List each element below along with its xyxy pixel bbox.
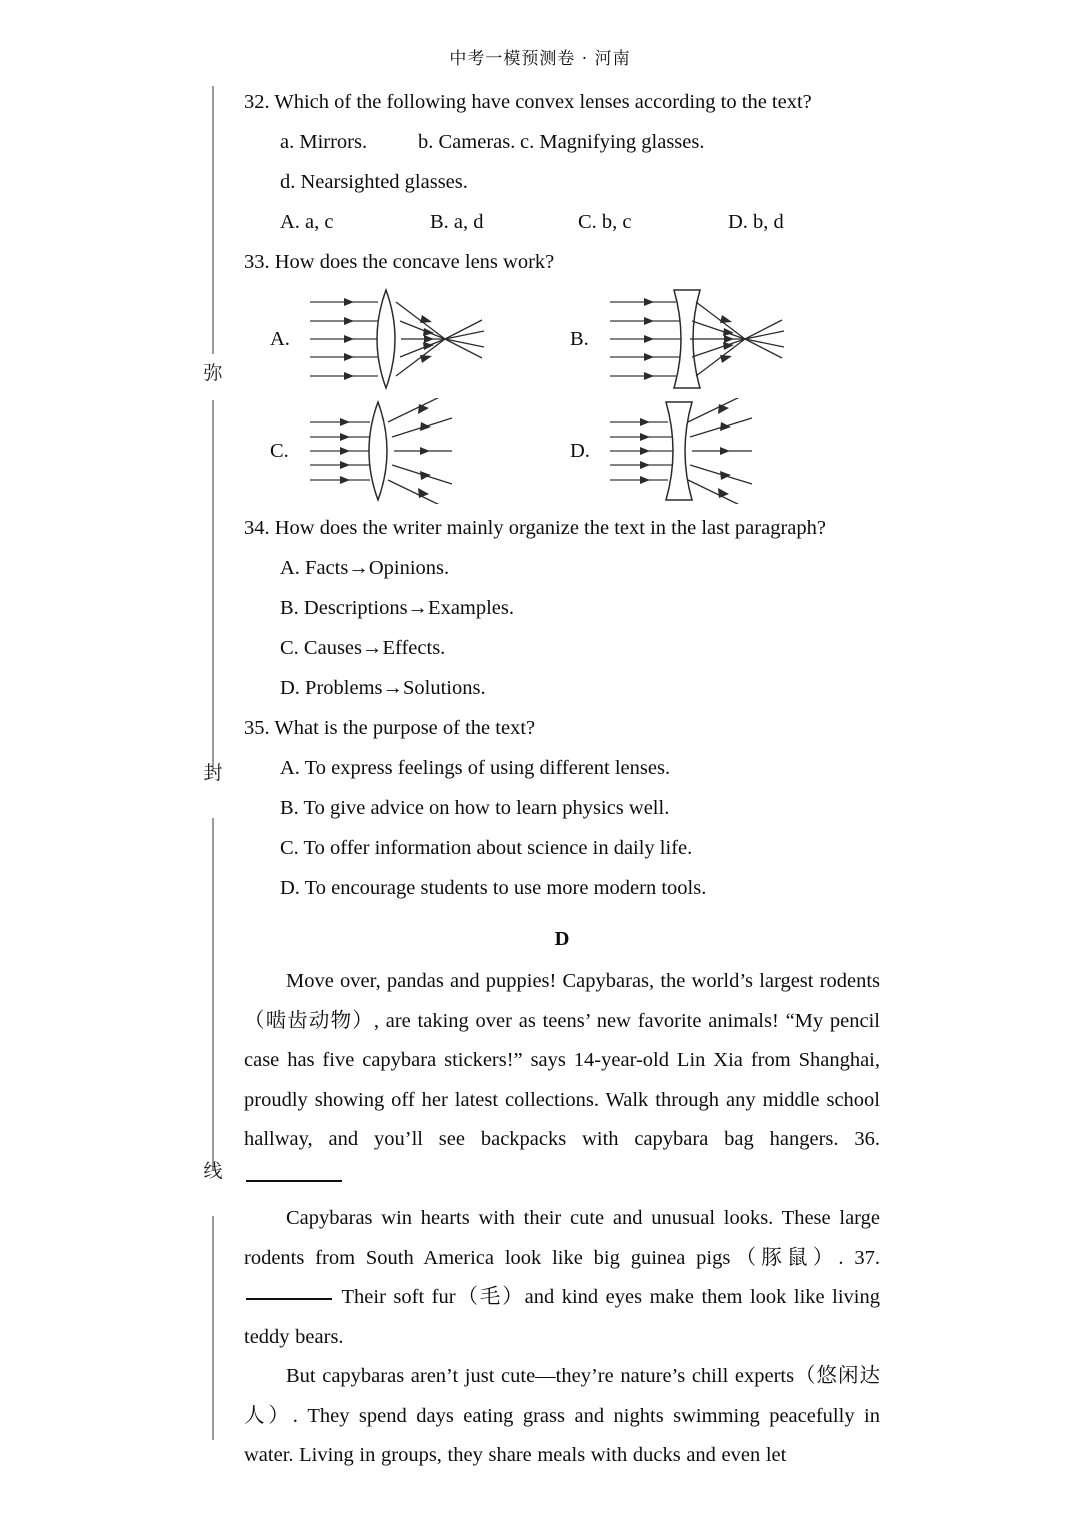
- question-35-option-b[interactable]: B. To give advice on how to learn physics well.: [280, 797, 670, 819]
- question-33-option-d[interactable]: [570, 398, 840, 504]
- passage-paragraph-3: But capybaras aren’t just cute—they’re nature’s chill experts（悠闲达人）. They spend days eating grass and nights swimming peacefully in water. Living in groups, they share meals with ducks and even let: [244, 1365, 880, 1466]
- question-34-text: How does the writer mainly organize the text in the last paragraph?: [274, 517, 826, 539]
- question-33-option-b[interactable]: [570, 286, 840, 392]
- concave-lens-diverging-icon: [604, 398, 804, 504]
- question-33-option-d-label: D.: [570, 439, 590, 462]
- page-header-title: 中考一模预测卷 · 河南: [449, 49, 631, 69]
- passage-paragraph-1: [244, 962, 880, 1199]
- question-32-option-b[interactable]: B. a, d: [430, 211, 484, 233]
- question-32-subitem-d: d. Nearsighted glasses.: [280, 171, 468, 193]
- question-35-number: 35.: [244, 717, 270, 739]
- passage-paragraph-2-text: Capybaras win hearts with their cute and unusual looks. These large rodents from South America look like big guinea pigs（豚鼠）. 37.: [244, 1207, 880, 1269]
- question-35-text: What is the purpose of the text?: [274, 717, 536, 739]
- passage-title: D: [554, 928, 570, 950]
- seal-char-feng: 封: [203, 762, 223, 784]
- question-33-option-a[interactable]: [270, 286, 540, 392]
- question-32-option-c[interactable]: C. b, c: [578, 211, 632, 233]
- seal-char-xian: 线: [203, 1160, 223, 1182]
- question-33-stem: [244, 242, 880, 282]
- question-33-text: How does the concave lens work?: [274, 251, 555, 273]
- question-33-diagram-options: [244, 286, 880, 508]
- question-34-option-c[interactable]: C. Causes→Effects.: [280, 637, 446, 659]
- concave-lens-converging-icon: [604, 286, 804, 392]
- seal-rule-segment: [212, 818, 214, 1170]
- question-32-subitem-b: b. Cameras.: [418, 131, 516, 153]
- question-34-option-a[interactable]: A. Facts→Opinions.: [280, 557, 450, 579]
- blank-37[interactable]: [246, 1298, 332, 1300]
- seal-margin: [196, 70, 236, 1450]
- passage-paragraph-1-text: Move over, pandas and puppies! Capybaras, the world’s largest rodents（啮齿动物）, are taking over as teens’ new favorite animals! “My pencil case has five capybara stickers!” says 14-year-old Lin Xia from Shanghai, proudly showing off her latest collections. Walk through any middle school hallway, and you’ll see backpacks with capybara bag hangers. 36.: [244, 970, 880, 1150]
- question-35-option-a[interactable]: A. To express feelings of using different lenses.: [280, 757, 671, 779]
- question-32-subitem-a: a. Mirrors.: [280, 131, 368, 153]
- blank-36[interactable]: [246, 1180, 342, 1182]
- convex-lens-converging-icon: [304, 286, 504, 392]
- page-header: [0, 44, 1080, 69]
- question-32-number: 32.: [244, 91, 270, 113]
- question-32-subitems-row1: [244, 122, 880, 162]
- seal-rule-segment: [212, 86, 214, 354]
- question-32-options: [244, 202, 880, 242]
- seal-char-mi: 弥: [203, 362, 223, 384]
- question-35-option-c[interactable]: C. To offer information about science in daily life.: [280, 837, 693, 859]
- question-32-option-d[interactable]: D. b, d: [728, 211, 784, 233]
- question-34-number: 34.: [244, 517, 270, 539]
- question-35-stem: [244, 708, 880, 748]
- convex-lens-diverging-icon: [304, 398, 504, 504]
- seal-rule-segment: [212, 400, 214, 772]
- question-34-option-d[interactable]: D. Problems→Solutions.: [280, 677, 486, 699]
- question-35-option-d[interactable]: D. To encourage students to use more modern tools.: [280, 877, 707, 899]
- seal-rule-segment: [212, 1216, 214, 1440]
- question-32-stem: [244, 82, 880, 122]
- question-32-option-a[interactable]: A. a, c: [280, 211, 334, 233]
- passage-paragraph-2: [244, 1199, 880, 1357]
- question-33-number: 33.: [244, 251, 270, 273]
- question-33-option-a-label: A.: [270, 327, 290, 350]
- question-33-option-c-label: C.: [270, 439, 289, 462]
- question-33-option-b-label: B.: [570, 327, 589, 350]
- question-34-option-b[interactable]: B. Descriptions→Examples.: [280, 597, 515, 619]
- question-34-stem: [244, 508, 880, 548]
- question-33-option-c[interactable]: [270, 398, 540, 504]
- question-32-text: Which of the following have convex lenses according to the text?: [274, 91, 812, 113]
- question-32-subitem-c: c. Magnifying glasses.: [520, 131, 705, 153]
- passage-paragraph-2-tail: Their soft fur（毛）and kind eyes make them look like living teddy bears.: [244, 1286, 880, 1348]
- exam-content-column: [244, 82, 880, 1476]
